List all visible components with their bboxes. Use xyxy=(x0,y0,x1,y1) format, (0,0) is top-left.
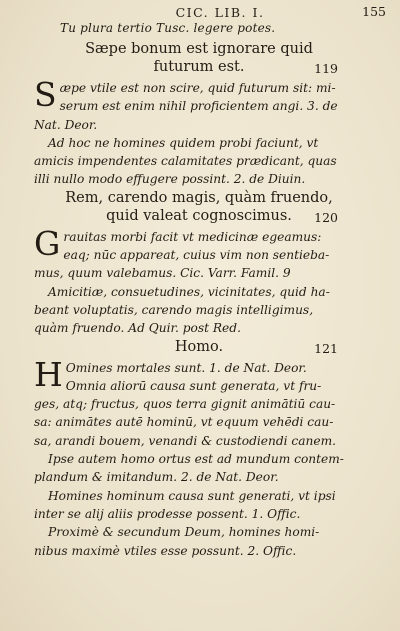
drop-cap: S xyxy=(34,75,57,114)
section xyxy=(34,338,364,560)
text-line: eaq; nūc appareat, cuius vim non sentieba- xyxy=(63,248,330,263)
drop-cap: H xyxy=(34,354,63,394)
paragraph xyxy=(34,283,364,338)
section-number: 119 xyxy=(314,61,338,76)
text-line: Omines mortales sunt. 1. de Nat. Deor. xyxy=(65,360,307,375)
text-line: sa, arandi bouem, venandi & custodiendi canem. xyxy=(34,433,336,448)
drop-cap: G xyxy=(34,223,61,263)
page-body xyxy=(34,40,364,560)
page-number: 155 xyxy=(362,4,386,19)
text-line: serum est enim nihil proficientem angi. 3. de xyxy=(59,99,338,114)
text-line: Homines hominum causa sunt generati, vt ipsi xyxy=(48,488,336,503)
running-head: CIC. LIB. I. xyxy=(175,5,265,20)
text-line: nibus maximè vtiles esse possunt. 2. Offic. xyxy=(34,543,297,558)
paragraph xyxy=(34,523,364,560)
text-line: mus, quum valebamus. Cic. Varr. Famil. 9 xyxy=(34,266,291,281)
paragraph xyxy=(34,487,364,524)
heading-line: quid valeat cognoscimus. xyxy=(106,207,292,224)
text-line: quàm fruendo. Ad Quir. post Red. xyxy=(34,321,241,336)
page-header xyxy=(0,4,400,22)
paragraph xyxy=(34,223,364,283)
section-heading xyxy=(34,338,364,356)
text-line: illi nullo modo effugere possint. 2. de Diuin. xyxy=(34,172,306,187)
section-heading xyxy=(34,40,364,76)
text-line: æpe vtile est non scire, quid futurum sit: mi- xyxy=(59,81,336,95)
text-line: rauitas morbi facit vt medicinæ egeamus: xyxy=(63,229,322,244)
section-number: 121 xyxy=(314,340,338,356)
heading-line: futurum est. xyxy=(153,59,245,75)
paragraph xyxy=(34,75,364,134)
text-line: Ipse autem homo ortus est ad mundum contem- xyxy=(48,452,344,467)
heading-line: Sæpe bonum est ignorare quid xyxy=(85,41,313,57)
text-line: Omnia aliorū causa sunt generata, vt fru- xyxy=(65,378,322,393)
section-number: 120 xyxy=(314,209,338,225)
text-line: plandum & imitandum. 2. de Nat. Deor. xyxy=(34,470,279,485)
text-line: inter se alij aliis prodesse possent. 1. Offic. xyxy=(34,506,301,521)
text-line: beant voluptatis, carendo magis intelligimus, xyxy=(34,302,314,317)
paragraph xyxy=(34,450,364,487)
heading-line: Homo. xyxy=(174,338,224,355)
heading-line: Rem, carendo magis, quàm fruendo, xyxy=(65,189,333,206)
text-line: Amicitiæ, consuetudines, vicinitates, quid ha- xyxy=(48,284,330,299)
subhead-line: Tu plura tertio Tusc. legere potes. xyxy=(60,21,276,35)
paragraph xyxy=(34,354,364,450)
section xyxy=(34,40,364,189)
text-line: ges, atq; fructus, quos terra gignit animātiū cau- xyxy=(34,397,336,412)
text-line: sa: animātes autē hominū, vt equum vehēdi cau- xyxy=(34,415,334,430)
paragraph xyxy=(34,134,364,189)
text-line: Proximè & secundum Deum, homines homi- xyxy=(48,525,320,540)
text-line: amicis impendentes calamitates prædicant, quas xyxy=(34,154,337,169)
text-line: Nat. Deor. xyxy=(34,117,98,132)
text-line: Ad hoc ne homines quidem probi faciunt, vt xyxy=(48,135,319,150)
section-heading xyxy=(34,189,364,225)
section xyxy=(34,189,364,338)
